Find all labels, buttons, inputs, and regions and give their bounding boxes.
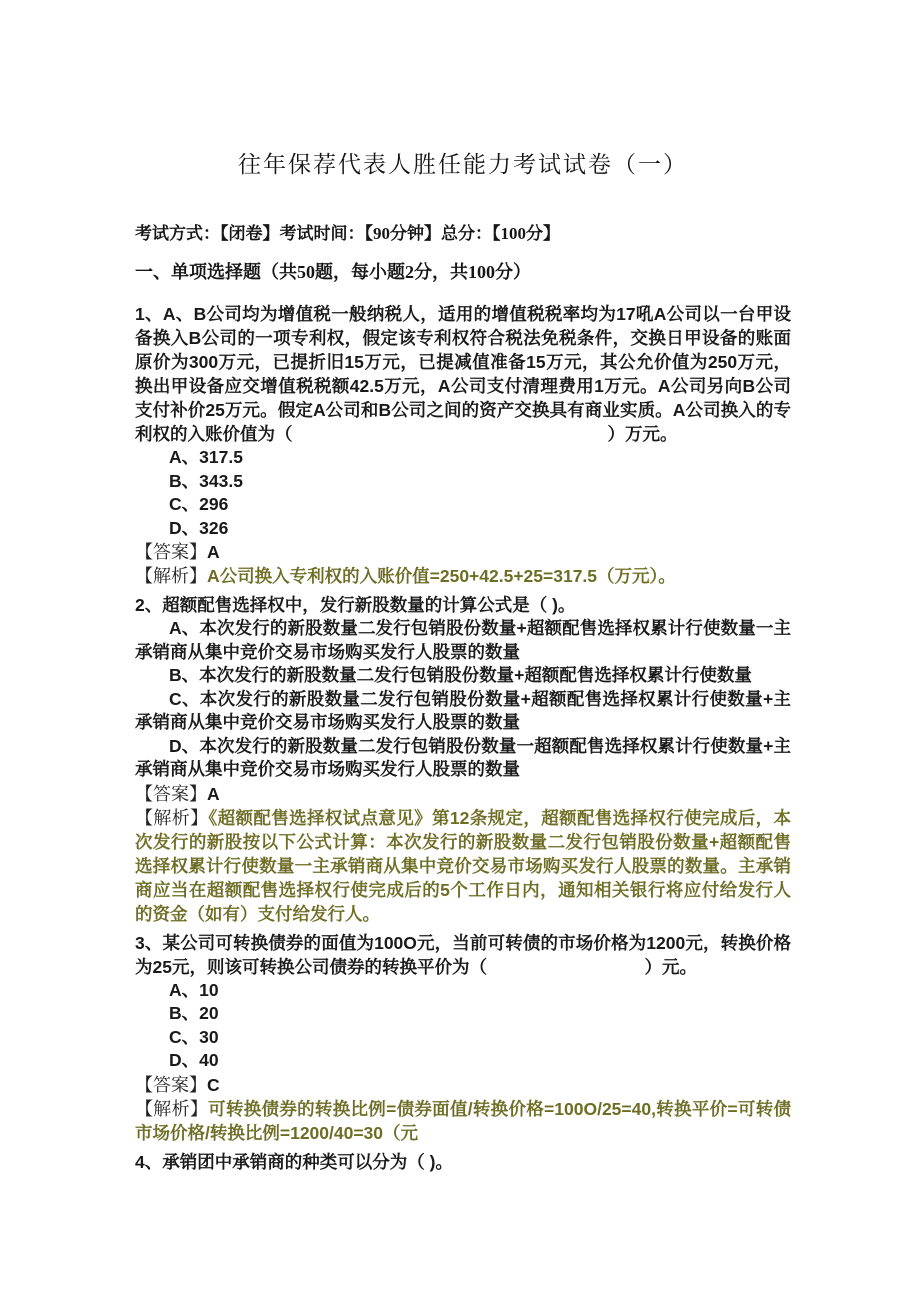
question-1-answer-line: [135, 540, 791, 564]
question-3-answer-value: C: [207, 1074, 220, 1095]
question-1-analysis-line: [135, 564, 791, 588]
question-1-stem: 1、A、B公司均为增值税一般纳税人，适用的增值税税率均为17吼A公司以一台甲设备换入B公司的一项专利权，假定该专利权符合税法免税条件，交换日甲设备的账面原价为300万元，已提折旧15万元，已提减值准备15万元，其公允价值为250万元，换出甲设备应交增值税税额42.5万元，A公司支付清理费用1万元。A公司另向B公司支付补价25万元。假定A公司和B公司之间的资产交换具有商业实质。A公司换入的专利权的入账价值为（ ）万元。: [135, 304, 791, 444]
question-4-stem: 4、承销团中承销商的种类可以分为（ )。: [135, 1151, 453, 1172]
analysis-label: 【解析】: [135, 1098, 209, 1119]
question-1-analysis-text: A公司换入专利权的入账价值=250+42.5+25=317.5（万元）。: [207, 566, 676, 586]
question-2-stem: 2、超额配售选择权中，发行新股数量的计算公式是（ )。: [135, 595, 576, 615]
question-1: [135, 302, 791, 588]
question-1-option-c: C、296: [169, 494, 229, 514]
question-2-option-a: A、本次发行的新股数量二发行包销股份数量+超额配售选择权累计行使数量一主承销商从集中竞价交易市场购买发行人股票的数量: [135, 618, 791, 662]
question-3-option-d: D、40: [169, 1050, 219, 1070]
answer-label: 【答案】: [135, 1074, 207, 1095]
question-2-option-b: B、本次发行的新股数量二发行包销股份数量+超额配售选择权累计行使数量: [169, 665, 752, 685]
question-3-analysis-text: 可转换债券的转换比例=债券面值/转换价格=100O/25=40,转换平价=可转债市场价格/转换比例=1200/40=30（元: [135, 1098, 791, 1143]
section-heading: 一、单项选择题（共50题，每小题2分，共100分）: [135, 262, 531, 282]
question-1-option-d: D、326: [169, 517, 229, 538]
question-1-answer-value: A: [207, 542, 220, 562]
question-3: [135, 931, 791, 1145]
question-3-analysis-line: [135, 1097, 791, 1145]
question-3-option-c: C、30: [169, 1026, 219, 1047]
analysis-label: 【解析】: [135, 566, 207, 586]
question-3-option-a: A、10: [169, 979, 219, 1000]
question-2-answer-value: A: [207, 783, 220, 804]
question-2-option-d: D、本次发行的新股数量二发行包销股份数量一超额配售选择权累计行使数量+主承销商从集中竞价交易市场购买发行人股票的数量: [135, 735, 791, 779]
question-2-analysis-line: [135, 806, 791, 926]
answer-label: 【答案】: [135, 783, 207, 804]
question-1-option-b: B、343.5: [169, 470, 243, 491]
question-2-analysis-text: 《超额配售选择权试点意见》第12条规定，超额配售选择权行使完成后，本次发行的新股按以下公式计算：本次发行的新股数量二发行包销股份数量+超额配售选择权累计行使数量一主承销商从集中竞价交易市场购买发行人股票的数量。主承销商应当在超额配售选择权行使完成后的5个工作日内，通知相关银行将应付给发行人的资金（如有）支付给发行人。: [135, 807, 792, 924]
exam-meta-line: 考试方式：【闭卷】考试时间：【90分钟】总分：【100分】: [135, 224, 560, 243]
question-4: [135, 1150, 791, 1174]
analysis-label: 【解析】: [135, 807, 209, 828]
question-3-stem: 3、某公司可转换债券的面值为100O元，当前可转债的市场价格为1200元，转换价格为25元，则该可转换公司债券的转换平价为（ ）元。: [135, 932, 791, 977]
question-3-answer-line: [135, 1073, 791, 1097]
question-1-option-a: A、317.5: [169, 447, 243, 467]
question-2: [135, 593, 791, 926]
question-3-option-b: B、20: [169, 1003, 219, 1023]
page-title: 往年保荐代表人胜任能力考试试卷（一）: [238, 152, 688, 177]
question-2-option-c: C、本次发行的新股数量二发行包销股份数量+超额配售选择权累计行使数量+主承销商从集中竞价交易市场购买发行人股票的数量: [135, 688, 791, 732]
question-2-answer-line: [135, 782, 791, 806]
answer-label: 【答案】: [135, 542, 207, 562]
